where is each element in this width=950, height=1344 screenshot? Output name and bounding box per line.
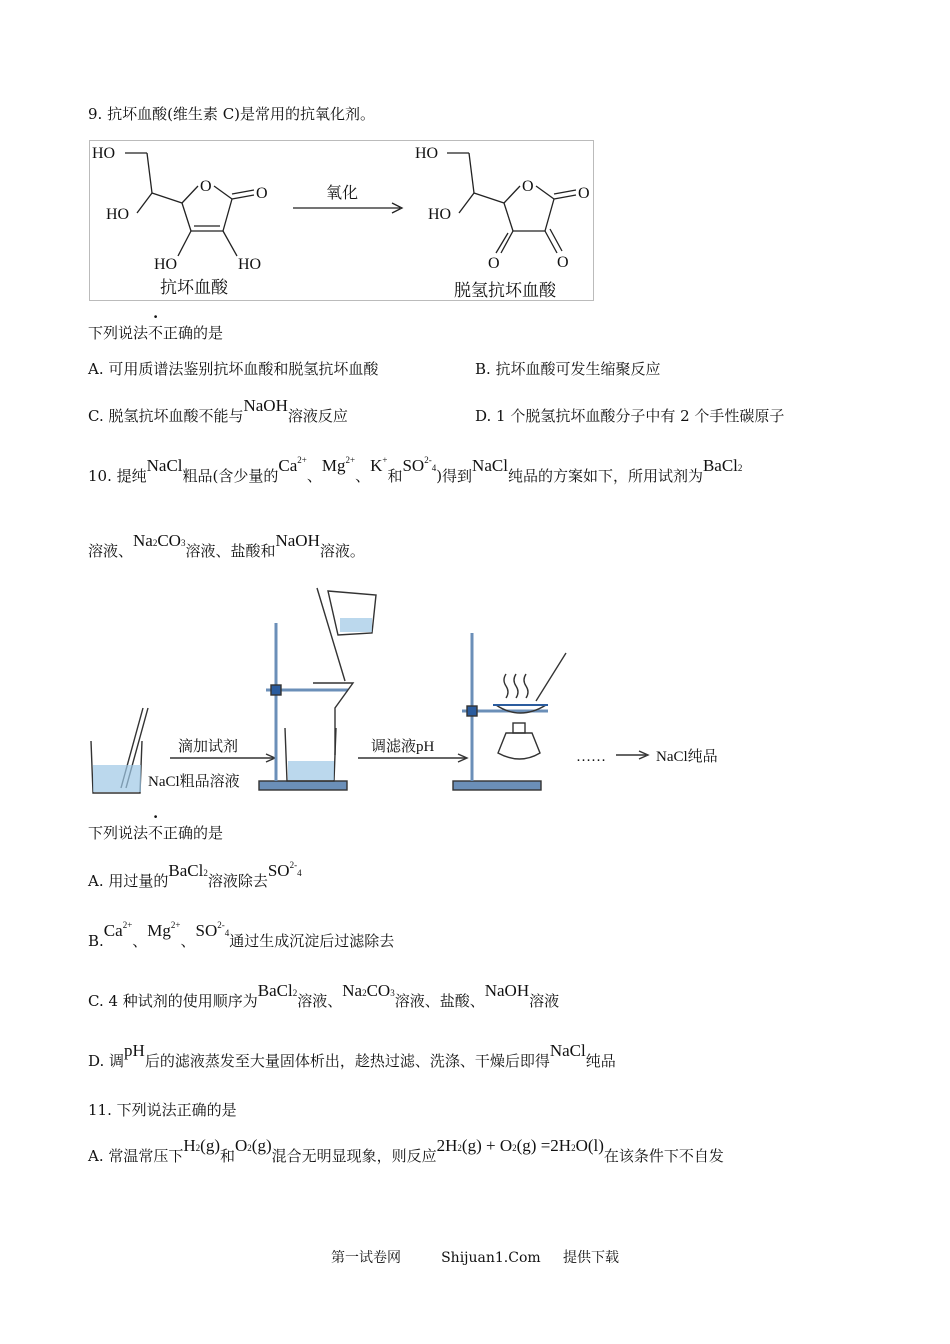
q10-question: 下列说法不正确的是 xyxy=(88,824,224,842)
step1-label: 滴加试剂 xyxy=(178,739,239,755)
q10-stem-line1: 10. 提纯NaCl粗品(含少量的$Ca^{2+}$、$Mg^{2+}$、K+和$SO^{2-}4$)得到NaCl纯品的方案如下，所用试剂为BaCl2 xyxy=(88,455,743,485)
svg-text:O: O xyxy=(557,254,569,271)
q10-option-d: D. 调pH后的滤液蒸发至大量固体析出，趁热过滤、洗涤、干燥后即得NaCl纯品 xyxy=(88,1041,616,1070)
q11-option-a: A. 常温常压下H2(g)和O2(g)混合无明显现象，则反应2H2(g) + O2(g) =2H2O(l)在该条件下不自发 xyxy=(88,1136,724,1165)
svg-text:HO: HO xyxy=(238,256,262,273)
svg-text:HO: HO xyxy=(106,206,130,223)
product-label: NaCl纯品 xyxy=(656,749,718,765)
q10-option-a: A. 用过量的BaCl2溶液除去$SO^{2-}4$ xyxy=(88,860,302,890)
vitamin-c-oxidation-diagram xyxy=(90,141,593,300)
svg-text:HO: HO xyxy=(415,145,439,162)
ellipsis: …… xyxy=(576,749,606,765)
svg-text:O: O xyxy=(488,255,500,272)
svg-text:O: O xyxy=(578,185,590,202)
q9-option-c: C. 脱氢抗坏血酸不能与NaOH溶液反应 xyxy=(88,396,348,425)
svg-text:O: O xyxy=(522,178,534,195)
q9-question: 下列说法不正确的是 xyxy=(88,324,224,342)
q10-option-b: $B.Ca^{2+}$、$Mg^{2+}$、$SO^{2-}4$通过生成沉淀后过滤除去 xyxy=(88,920,395,950)
arrow-label: 氧化 xyxy=(326,183,359,202)
left-label: 抗坏血酸 xyxy=(160,278,228,298)
svg-text:HO: HO xyxy=(92,145,116,162)
svg-text:O: O xyxy=(200,178,212,195)
structure-figure xyxy=(89,140,594,301)
q9-option-b: B. 抗坏血酸可发生缩聚反应 xyxy=(475,360,661,378)
svg-text:HO: HO xyxy=(154,256,178,273)
q9-option-a: A. 可用质谱法鉴别抗坏血酸和脱氢抗坏血酸 xyxy=(88,360,379,378)
q10-stem-line2: 溶液、Na2CO3溶液、盐酸和NaOH溶液。 xyxy=(88,531,365,560)
q9-stem: 9. 抗坏血酸(维生素 C)是常用的抗氧化剂。 xyxy=(88,105,376,123)
beaker-label: NaCl粗品溶液 xyxy=(148,774,240,790)
svg-text:O: O xyxy=(256,185,268,202)
svg-text:HO: HO xyxy=(428,206,452,223)
q10-option-c: C. 4 种试剂的使用顺序为BaCl2溶液、Na2CO3溶液、盐酸、NaOH溶液 xyxy=(88,981,560,1010)
right-label: 脱氢抗坏血酸 xyxy=(454,281,556,300)
step2-label: 调滤液pH xyxy=(371,739,435,755)
page-footer: 第一试卷网 Shijuan1.Com 提供下载 xyxy=(331,1250,619,1266)
purification-apparatus-diagram xyxy=(88,583,738,798)
q11-stem: 11. 下列说法正确的是 xyxy=(88,1101,237,1119)
q9-option-d: D. 1 个脱氢抗坏血酸分子中有 2 个手性碳原子 xyxy=(475,407,785,425)
